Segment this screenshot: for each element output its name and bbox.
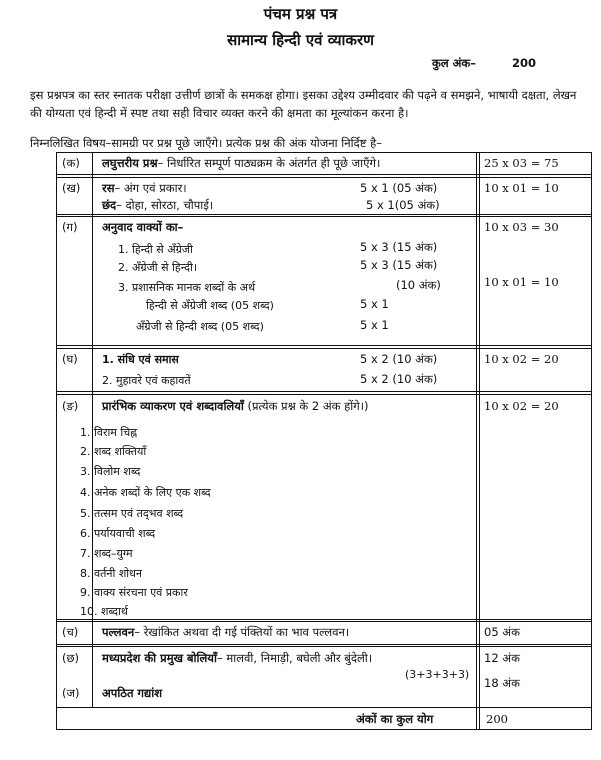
section-ga-title: अनुवाद वाक्यों का–	[102, 220, 184, 234]
rasa-scheme: 5 x 1 (05 अंक)	[360, 181, 438, 195]
section-kha-label: (ख)	[62, 181, 81, 195]
scheme-line: निम्नलिखित विषय–सामग्री पर प्रश्न पूछे जाएँगे। प्रत्येक प्रश्न की अंक योजना निर्दिष्ट है–	[30, 136, 382, 150]
section-cha-text	[102, 625, 349, 640]
section-chha-label: (छ)	[62, 651, 80, 665]
section-kha-chhand	[102, 198, 213, 213]
subject-title: सामान्य हिन्दी एवं व्याकरण	[227, 31, 374, 49]
section-cha-desc: – रेखांकित अथवा दी गई पंक्तियों का भाव पल्लवन।	[134, 625, 350, 639]
section-cha-title: पल्लवन	[102, 625, 135, 639]
ga-row-2-scheme: 5 x 3 (15 अंक)	[360, 258, 438, 272]
section-ka-text	[102, 156, 380, 171]
section-nga-marks: 10 x 02 = 20	[484, 399, 559, 413]
ga-row-4: हिन्दी से अँग्रेजी शब्द (05 शब्द)	[146, 299, 274, 312]
gha-row-1: 1. संधि एवं समास	[102, 353, 179, 366]
ga-row-5: अँग्रेजी से हिन्दी शब्द (05 शब्द)	[136, 320, 264, 333]
ga-row-3: 3. प्रशासनिक मानक शब्दों के अर्थ	[118, 281, 256, 294]
nga-item: 7. शब्द–युग्म	[80, 547, 133, 560]
section-gha-label: (घ)	[62, 352, 78, 366]
total-marks-label: कुल अंक–	[432, 56, 477, 70]
section-ka-desc: – निर्धारित सम्पूर्ण पाठ्यक्रम के अंतर्गत ही पूछे जाएँगे।	[157, 156, 381, 170]
section-ga-marks2: 10 x 01 = 10	[484, 275, 559, 289]
section-nga-heading	[102, 399, 369, 414]
nga-item: 10. शब्दार्थ	[80, 605, 128, 618]
section-gha-marks: 10 x 02 = 20	[484, 352, 559, 366]
section-chha-text	[102, 651, 372, 666]
grand-total-value: 200	[486, 712, 508, 726]
section-nga-title: प्रारंभिक व्याकरण एवं शब्दावलियाँ	[102, 399, 244, 413]
ga-row-5-scheme: 5 x 1	[360, 318, 389, 332]
section-ga-label: (ग)	[62, 220, 78, 234]
section-ka-marks: 25 x 03 = 75	[484, 156, 559, 170]
gha-row-1-scheme: 5 x 2 (10 अंक)	[360, 352, 438, 366]
nga-item: 5. तत्सम एवं तद्‌भव शब्द	[80, 507, 184, 520]
rasa-title: रस	[102, 181, 115, 195]
section-ka-title: लघुत्तरीय प्रश्न	[102, 156, 158, 170]
gha-row-2-scheme: 5 x 2 (10 अंक)	[360, 372, 438, 386]
section-chha-title: मध्यप्रदेश की प्रमुख बोलियाँ	[102, 651, 217, 665]
ga-row-1-scheme: 5 x 3 (15 अंक)	[360, 240, 438, 254]
section-nga-note: (प्रत्येक प्रश्न के 2 अंक होंगे।)	[247, 399, 369, 413]
section-cha-label: (च)	[62, 625, 79, 639]
section-nga-label: (ङ)	[62, 399, 79, 413]
section-chha-marks: 12 अंक	[484, 651, 520, 665]
section-chha-scheme: (3+3+3+3)	[405, 668, 470, 681]
section-chha-desc: – मालवी, निमाड़ी, बघेली और बुंदेली।	[216, 651, 373, 665]
section-ja-marks: 18 अंक	[484, 676, 520, 690]
ga-row-1: 1. हिन्दी से अँग्रेजी	[118, 243, 193, 256]
rasa-desc: – अंग एवं प्रकार।	[114, 181, 187, 195]
section-ja-title: अपठित गद्यांश	[102, 686, 163, 700]
ga-row-3-scheme: (10 अंक)	[396, 278, 441, 292]
nga-item: 8. वर्तनी शोधन	[80, 567, 143, 580]
chhand-scheme: 5 x 1(05 अंक)	[366, 198, 440, 212]
section-ja-label: (ज)	[62, 686, 80, 700]
ga-row-4-scheme: 5 x 1	[360, 297, 389, 311]
grand-total-label: अंकों का कुल योग	[356, 712, 434, 726]
section-ga-marks1: 10 x 03 = 30	[484, 220, 559, 234]
section-kha-rasa	[102, 181, 187, 196]
chhand-desc: – दोहा, सोरठा, चौपाई।	[116, 198, 214, 212]
nga-item: 4. अनेक शब्दों के लिए एक शब्द	[80, 486, 211, 499]
section-cha-marks: 05 अंक	[484, 625, 520, 639]
section-ka-label: (क)	[62, 156, 80, 170]
section-kha-marks: 10 x 01 = 10	[484, 181, 559, 195]
gha-row-2: 2. मुहावरे एवं कहावतें	[102, 374, 191, 387]
paper-title: पंचम प्रश्न पत्र	[263, 5, 338, 23]
total-marks-value: 200	[512, 56, 537, 70]
nga-item: 6. पर्यायवाची शब्द	[80, 527, 156, 540]
nga-item: 2. शब्द शक्तियाँ	[80, 445, 147, 458]
nga-item: 1. विराम चिह्न	[80, 426, 138, 439]
nga-item: 9. वाक्य संरचना एवं प्रकार	[80, 586, 188, 599]
nga-item: 3. विलोम शब्द	[80, 465, 141, 478]
intro-paragraph: इस प्रश्नपत्र का स्तर स्नातक परीक्षा उत्तीर्ण छात्रों के समकक्ष होगा। इसका उद्देश्य उम्मीदवार की पढ़ने व समझने, भाषायी दक्षता, लेखन की योग्यता एवं हिन्दी में स्पष्ट तथा सही विचार व्यक्त करने की क्षमता का मूल्यांकन करना है।	[30, 88, 577, 120]
chhand-title: छंद	[102, 198, 117, 212]
ga-row-2: 2. अँग्रेजी से हिन्दी।	[118, 261, 197, 274]
